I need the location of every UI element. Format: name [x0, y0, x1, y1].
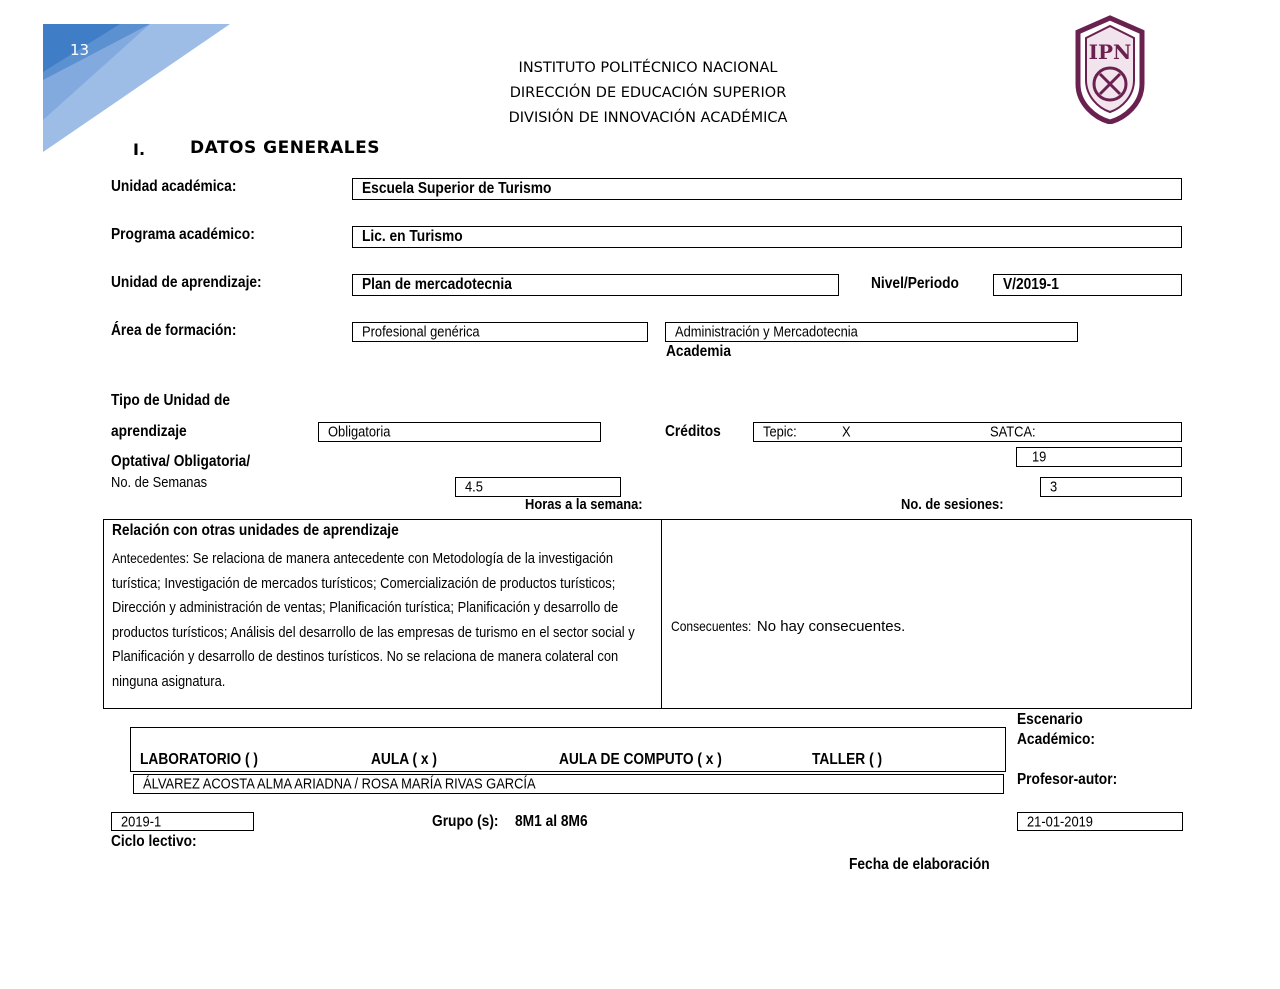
antecedentes-label: Antecedentes	[112, 550, 186, 566]
satca-value: 19	[1032, 448, 1047, 466]
nivel-value: V/2019-1	[1003, 276, 1059, 293]
tepic-value: X	[842, 423, 851, 441]
unidad-aprendizaje-value: Plan de mercadotecnia	[362, 276, 512, 293]
ciclo-label: Ciclo lectivo:	[111, 833, 197, 850]
sesiones-label: No. de sesiones:	[901, 496, 1004, 513]
antecedentes-line-1: : Se relaciona de manera antecedente con Metodología de la investigación	[185, 550, 614, 567]
creditos-label: Créditos	[665, 423, 721, 440]
optativa-label: Optativa/ Obligatoria/	[111, 453, 251, 470]
tipo-label-1: Tipo de Unidad de	[111, 392, 231, 409]
section-number: I.	[133, 140, 146, 159]
header-line-3: DIVISIÓN DE INNOVACIÓN ACADÉMICA	[508, 110, 788, 126]
ciclo-value: 2019-1	[121, 813, 162, 830]
header-line-1: INSTITUTO POLITÉCNICO NACIONAL	[518, 60, 778, 76]
area-value: Profesional genérica	[362, 323, 480, 341]
fecha-label: Fecha de elaboración	[849, 856, 990, 873]
fecha-field	[1017, 812, 1183, 831]
taller-option: TALLER ( )	[812, 751, 883, 768]
unidad-academica-value: Escuela Superior de Turismo	[362, 180, 552, 197]
grupo-value: 8M1 al 8M6	[515, 813, 588, 830]
tipo-label-2: aprendizaje	[111, 423, 187, 440]
ipn-logo	[1070, 14, 1150, 124]
horas-value: 4.5	[465, 478, 483, 496]
consecuentes-text	[671, 618, 905, 636]
profesor-label: Profesor-autor:	[1017, 771, 1118, 788]
unidad-academica-field	[352, 178, 1182, 200]
ciclo-field	[111, 812, 254, 831]
antecedentes-line-6: ninguna asignatura.	[112, 672, 226, 690]
profesor-field	[133, 774, 1004, 794]
academia-label: Academia	[666, 343, 732, 360]
academia-value: Administración y Mercadotecnia	[675, 323, 858, 341]
antecedentes-text	[112, 546, 662, 694]
area-field	[352, 322, 648, 342]
tepic-label: Tepic:	[763, 423, 797, 441]
page-number: 13	[70, 41, 90, 59]
unidad-aprendizaje-field	[352, 274, 839, 296]
logo-text: IPN	[1088, 40, 1132, 64]
consecuentes-value: No hay consecuentes.	[756, 618, 906, 635]
tipo-field	[318, 422, 601, 442]
horas-field	[455, 477, 621, 497]
nivel-label: Nivel/Periodo	[871, 275, 959, 292]
satca-field	[1016, 447, 1182, 467]
laboratorio-option: LABORATORIO ( )	[140, 751, 258, 768]
fecha-value: 21-01-2019	[1027, 813, 1093, 830]
tipo-value: Obligatoria	[328, 423, 391, 441]
antecedentes-line-5: Planificación y desarrollo de destinos turísticos. No se relaciona de manera colateral con	[112, 648, 619, 665]
antecedentes-line-3: Dirección y administración de ventas; Planificación turística; Planificación y desarrollo de	[112, 599, 619, 616]
escenario-label: Escenario Académico:	[1017, 711, 1096, 748]
relacion-title: Relación con otras unidades de aprendizaje	[112, 522, 399, 539]
unidad-academica-label: Unidad académica:	[111, 178, 237, 195]
unidad-aprendizaje-label: Unidad de aprendizaje:	[111, 274, 262, 291]
grupo-label: Grupo (s):	[432, 813, 499, 830]
programa-value: Lic. en Turismo	[362, 228, 463, 245]
programa-label: Programa académico:	[111, 226, 255, 243]
nivel-field	[993, 274, 1182, 296]
aula-option: AULA ( x )	[371, 751, 437, 768]
aula-computo-option: AULA DE COMPUTO ( x )	[559, 751, 722, 768]
escenario-field	[130, 727, 1006, 772]
antecedentes-line-2: turística; Investigación de mercados turísticos; Comercialización de productos turísticos;	[112, 574, 616, 592]
programa-field	[352, 226, 1182, 248]
antecedentes-line-4: productos turísticos; Análisis del desarrollo de las empresas de turismo en el sector social y	[112, 623, 635, 641]
creditos-field	[753, 422, 1182, 442]
sesiones-field	[1040, 477, 1182, 497]
consecuentes-label: Consecuentes:	[671, 618, 752, 634]
satca-label: SATCA:	[990, 423, 1036, 441]
profesor-value: ÁLVAREZ ACOSTA ALMA ARIADNA / ROSA MARÍA RIVAS GARCÍA	[143, 775, 536, 793]
semanas-label: No. de Semanas	[111, 474, 208, 491]
academia-field	[665, 322, 1078, 342]
section-title: DATOS GENERALES	[190, 138, 381, 158]
sesiones-value: 3	[1050, 478, 1058, 496]
relacion-table	[103, 519, 1192, 709]
header-line-2: DIRECCIÓN DE EDUCACIÓN SUPERIOR	[509, 85, 787, 101]
horas-label: Horas a la semana:	[525, 496, 643, 513]
area-label: Área de formación:	[111, 322, 237, 339]
corner-decoration	[0, 0, 240, 160]
